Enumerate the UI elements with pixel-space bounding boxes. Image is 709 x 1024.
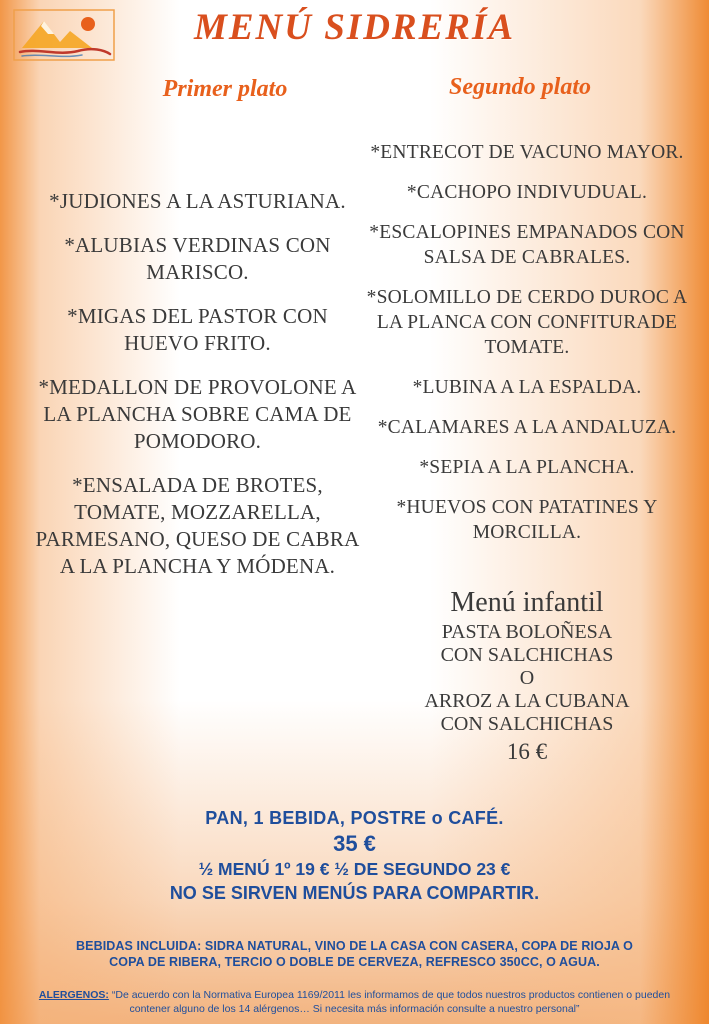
- list-item: *SEPIA A LA PLANCHA.: [419, 457, 635, 478]
- included-section: [0, 806, 709, 905]
- page-title: MENÚ SIDRERÍA: [193, 7, 516, 48]
- list-item: *ENTRECOT DE VACUNO MAYOR.: [370, 142, 684, 163]
- included-line: PAN, 1 BEBIDA, POSTRE o CAFÉ.: [205, 808, 504, 828]
- kids-menu-title: Menú infantil: [450, 587, 604, 618]
- list-item: *JUDIONES A LA ASTURIANA.: [49, 189, 346, 213]
- kids-menu-section: [362, 586, 692, 766]
- list-item: *SOLOMILLO DE CERDO DUROC A LA PLANCA CON CONFITURADE TOMATE.: [366, 287, 688, 358]
- sharing-policy: NO SE SIRVEN MENÚS PARA COMPARTIR.: [169, 883, 540, 903]
- list-item: *ALUBIAS VERDINAS CON MARISCO.: [64, 233, 331, 284]
- first-course-list: [35, 188, 360, 597]
- kids-menu-line: ARROZ A LA CUBANA: [424, 690, 630, 712]
- first-course-heading: Primer plato: [162, 76, 288, 102]
- kids-menu-line: CON SALCHICHAS: [440, 644, 614, 666]
- allergens-note: [18, 988, 691, 1016]
- allergens-text: “De acuerdo con la Normativa Europea 1169/2011 les informamos de que todos nuestros productos contienen o pueden contener alguno de los 14 alérgenos… Si necesita más información consulte a nuestro personal”: [111, 989, 671, 1015]
- kids-menu-price: 16 €: [506, 739, 548, 764]
- allergens-label: ALERGENOS:: [38, 989, 109, 1001]
- list-item: *HUEVOS CON PATATINES Y MORCILLA.: [396, 497, 658, 543]
- kids-menu-line: PASTA BOLOÑESA: [441, 621, 613, 643]
- list-item: *MEDALLON DE PROVOLONE A LA PLANCHA SOBRE CAMA DE POMODORO.: [38, 375, 357, 453]
- list-item: *MIGAS DEL PASTOR CON HUEVO FRITO.: [67, 304, 328, 355]
- list-item: *CACHOPO INDIVUDUAL.: [406, 182, 648, 203]
- drinks-note-line: BEBIDAS INCLUIDA: SIDRA NATURAL, VINO DE LA CASA CON CASERA, COPA DE RIOJA O: [76, 939, 633, 953]
- menu-price: 35 €: [333, 831, 376, 856]
- drinks-note-line: COPA DE RIBERA, TERCIO O DOBLE DE CERVEZA, REFRESCO 350CC, O AGUA.: [109, 955, 600, 969]
- list-item: *ESCALOPINES EMPANADOS CON SALSA DE CABRALES.: [369, 222, 685, 268]
- kids-menu-line: CON SALCHICHAS: [440, 713, 614, 735]
- drinks-note: [30, 938, 679, 970]
- half-menu-price: ½ MENÚ 1º 19 € ½ DE SEGUNDO 23 €: [198, 859, 511, 879]
- list-item: *CALAMARES A LA ANDALUZA.: [377, 417, 677, 438]
- kids-menu-line: O: [519, 667, 535, 689]
- list-item: *ENSALADA DE BROTES, TOMATE, MOZZARELLA, PARMESANO, QUESO DE CABRA A LA PLANCHA Y MÓDENA.: [35, 473, 360, 578]
- second-course-heading: Segundo plato: [448, 74, 592, 100]
- second-course-list: [362, 140, 692, 560]
- list-item: *LUBINA A LA ESPALDA.: [412, 377, 642, 398]
